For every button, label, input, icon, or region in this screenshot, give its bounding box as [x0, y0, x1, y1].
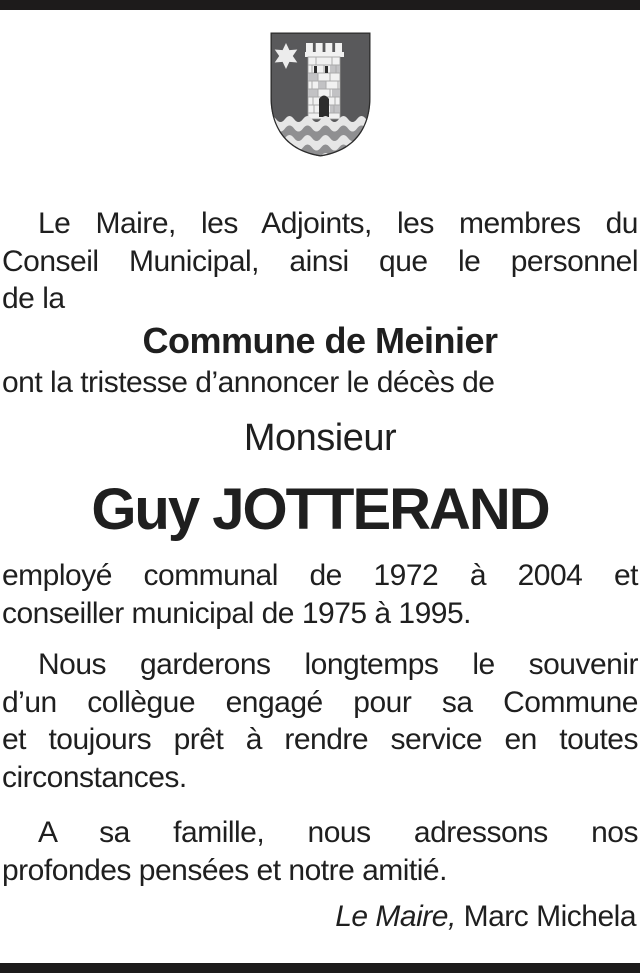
family-line-1: A sa famille, nous adressons nos [38, 816, 638, 849]
intro-line-1: Le Maire, les Adjoints, les membres du [38, 207, 638, 240]
castle-tower-icon [305, 43, 344, 119]
top-rule [0, 0, 640, 10]
signature-line [2, 897, 638, 937]
commune-name: Commune de Meinier [142, 319, 498, 361]
service-paragraph [2, 557, 638, 632]
service-line-1: employé communal de 1972 à 2004 et [2, 559, 638, 592]
intro-line-2: Conseil Municipal, ainsi que le personnel [2, 244, 638, 278]
deceased-name: Guy JOTTERAND [91, 477, 549, 542]
civility-title: Monsieur [243, 417, 397, 459]
announcement-line: ont la tristesse d’annoncer le décès de [2, 365, 495, 399]
memory-line-1: Nous garderons longtemps le souvenir [38, 648, 638, 681]
memory-line-4: circonstances. [2, 760, 187, 794]
commune-coat-of-arms [267, 29, 374, 160]
heraldic-waves [267, 116, 374, 160]
coat-of-arms-graphic [267, 29, 374, 160]
intro-line-3: de la [2, 282, 65, 315]
family-line-2: profondes pensées et notre amitié. [2, 853, 447, 887]
notice-text [0, 205, 640, 937]
memory-line-2: d’un collègue engagé pour sa Commune [2, 685, 638, 719]
bottom-rule [0, 963, 640, 973]
memory-paragraph [2, 646, 638, 796]
memory-line-3: et toujours prêt à rendre service en toutes [2, 723, 638, 756]
signature-name: Marc Michela [463, 900, 636, 933]
family-paragraph [2, 814, 638, 889]
intro-paragraph [2, 205, 638, 318]
tower-door [319, 96, 329, 118]
service-line-2: conseiller municipal de 1975 à 1995. [2, 596, 471, 630]
signature-role: Le Maire, [335, 900, 456, 933]
